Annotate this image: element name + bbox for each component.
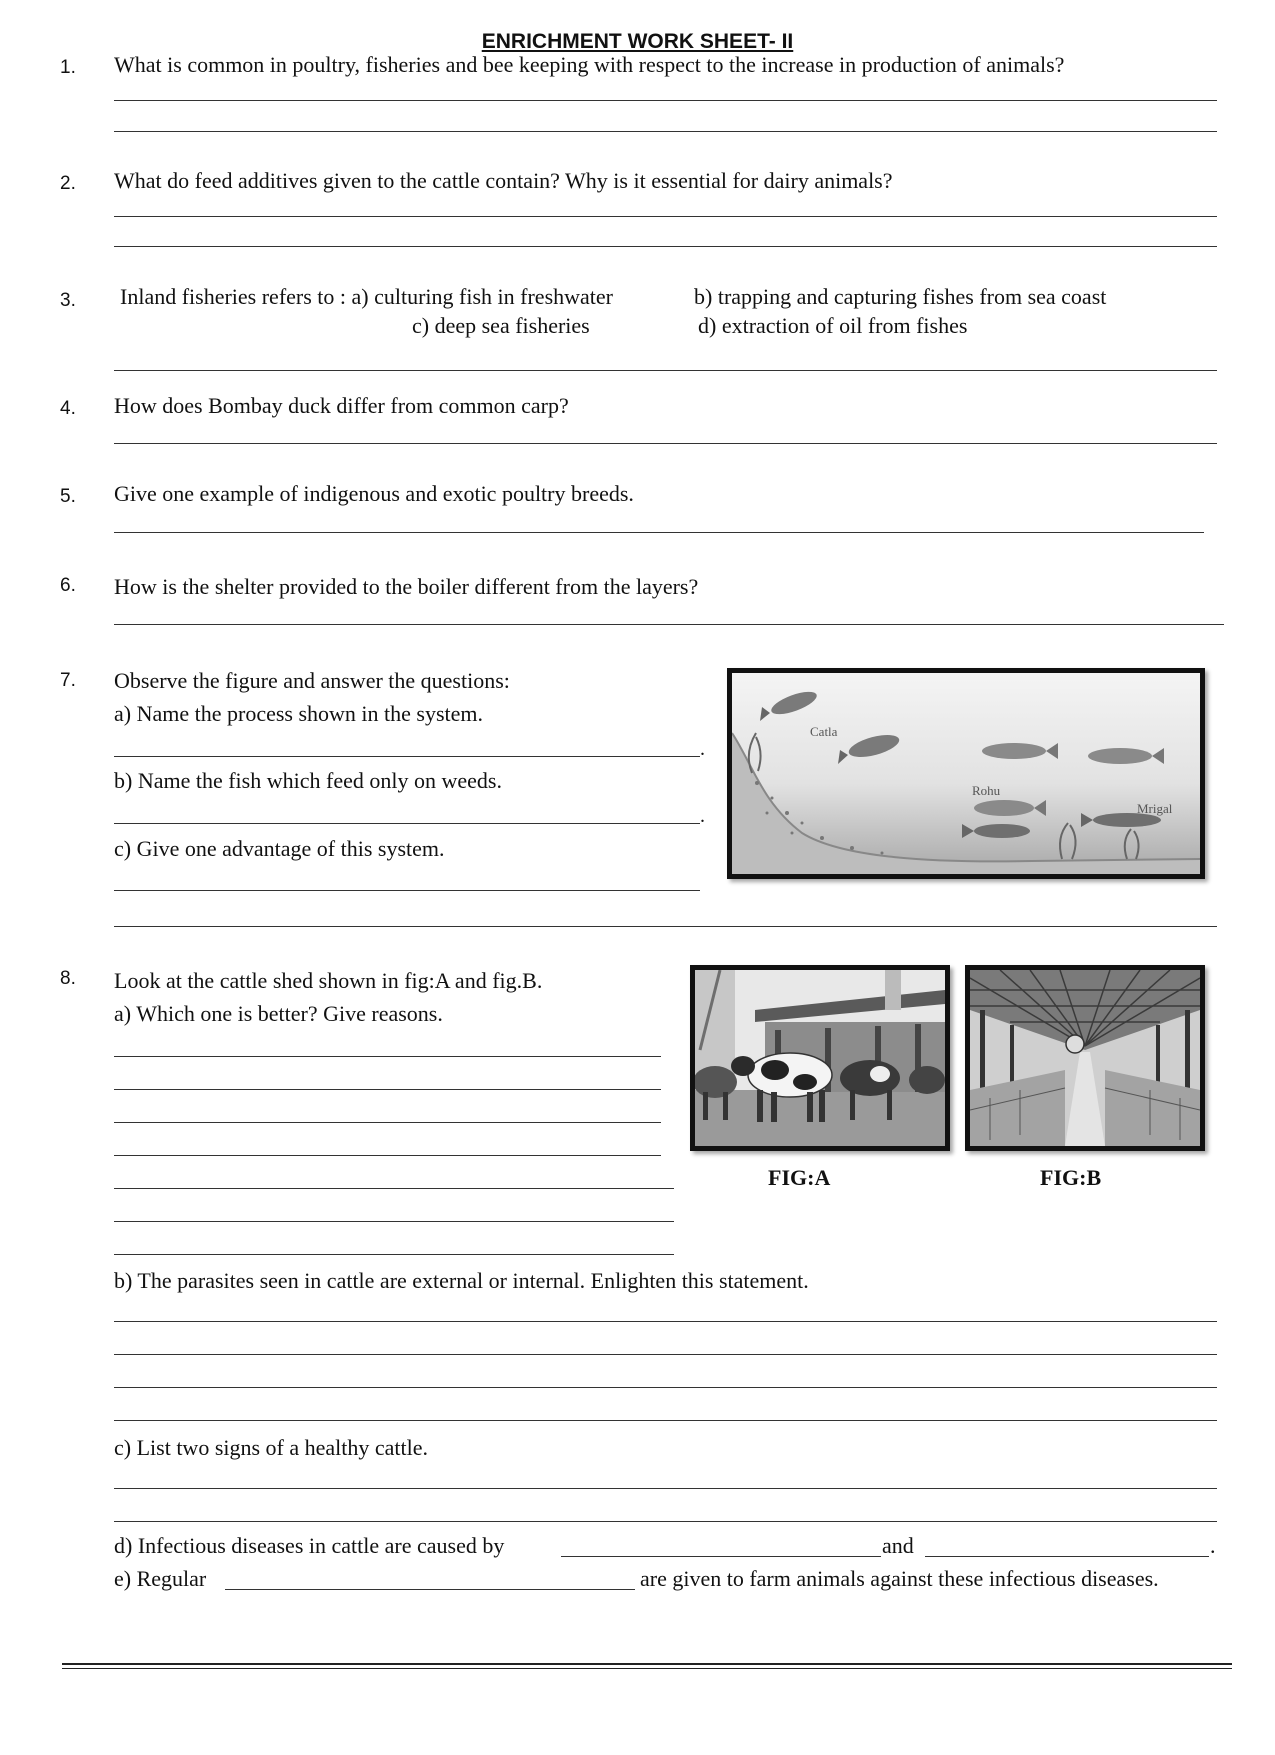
answer-line[interactable]: [114, 1056, 661, 1057]
answer-line[interactable]: [114, 1089, 661, 1090]
answer-line[interactable]: [114, 131, 1217, 132]
question-3-option-c: c) deep sea fisheries: [412, 313, 590, 338]
question-7-text: Observe the figure and answer the questions:: [114, 668, 510, 693]
blank-field[interactable]: [225, 1589, 635, 1590]
answer-line[interactable]: [114, 823, 700, 824]
question-3-option-d: d) extraction of oil from fishes: [698, 313, 968, 338]
question-3-text: Inland fisheries refers to : a) culturing fish in freshwater: [120, 284, 613, 309]
fig-b-label: FIG:B: [1040, 1165, 1102, 1190]
question-5-number: 5.: [60, 486, 76, 507]
question-8a-text: a) Which one is better? Give reasons.: [114, 1001, 443, 1026]
question-4-text: How does Bombay duck differ from common carp?: [114, 393, 569, 418]
question-2-text: What do feed additives given to the cattle contain? Why is it essential for dairy animals?: [114, 168, 893, 193]
answer-line[interactable]: [114, 100, 1217, 101]
question-6-number: 6.: [60, 575, 76, 596]
cattle-shed-a-illustration: [695, 970, 945, 1146]
question-8-text: Look at the cattle shed shown in fig:A and fig.B.: [114, 968, 543, 993]
question-8-number: 8.: [60, 968, 76, 989]
fig-b-photo: [965, 965, 1205, 1151]
answer-line[interactable]: [114, 443, 1217, 444]
question-8d-and: and: [882, 1533, 914, 1558]
question-6-text: How is the shelter provided to the boiler different from the layers?: [114, 574, 699, 599]
worksheet-title: ENRICHMENT WORK SHEET- II: [481, 30, 794, 53]
blank-field[interactable]: [561, 1556, 881, 1557]
question-8c-text: c) List two signs of a healthy cattle.: [114, 1435, 429, 1460]
answer-line[interactable]: [114, 246, 1217, 247]
answer-line[interactable]: [114, 1155, 661, 1156]
question-5-text: Give one example of indigenous and exotic poultry breeds.: [114, 481, 634, 506]
blank-field[interactable]: [925, 1556, 1209, 1557]
fig-a-photo: [690, 965, 950, 1151]
question-7a-text: a) Name the process shown in the system.: [114, 701, 484, 726]
answer-line[interactable]: [114, 1420, 1217, 1421]
mrigal-label: Mrigal: [1137, 801, 1173, 816]
question-8d-prefix: d) Infectious diseases in cattle are caused by: [114, 1533, 505, 1558]
answer-line[interactable]: [114, 890, 700, 891]
answer-line[interactable]: [114, 1387, 1217, 1388]
question-1-text: What is common in poultry, fisheries and bee keeping with respect to the increase in production of animals?: [114, 52, 1065, 77]
answer-line[interactable]: [114, 216, 1217, 217]
question-7c-text: c) Give one advantage of this system.: [114, 836, 445, 861]
fan-icon: [1066, 1035, 1084, 1053]
question-2-number: 2.: [60, 173, 76, 194]
answer-line[interactable]: [114, 370, 1217, 371]
answer-line[interactable]: [114, 756, 700, 757]
answer-line[interactable]: [114, 532, 1204, 533]
pond-illustration: [732, 673, 1200, 874]
fish-culture-figure: [727, 668, 1205, 879]
question-7-number: 7.: [60, 670, 76, 691]
question-7b-text: b) Name the fish which feed only on weeds.: [114, 768, 502, 793]
rohu-label: Rohu: [972, 783, 1001, 798]
answer-line[interactable]: [114, 1221, 674, 1222]
question-4-number: 4.: [60, 398, 76, 419]
question-8e-prefix: e) Regular: [114, 1566, 207, 1591]
catla-label: Catla: [810, 724, 838, 739]
answer-line[interactable]: [114, 1354, 1217, 1355]
question-8b-text: b) The parasites seen in cattle are external or internal. Enlighten this statement.: [114, 1268, 809, 1293]
answer-line[interactable]: [114, 1254, 674, 1255]
answer-line[interactable]: [114, 1488, 1217, 1489]
answer-line[interactable]: [114, 1122, 661, 1123]
cattle-shed-b-illustration: [970, 970, 1200, 1146]
question-3-number: 3.: [60, 290, 76, 311]
question-1-number: 1.: [60, 57, 76, 78]
answer-line[interactable]: [114, 926, 1217, 927]
answer-line[interactable]: [114, 1321, 1217, 1322]
fig-a-label: FIG:A: [768, 1165, 831, 1190]
footer-rule: [62, 1668, 1232, 1669]
footer-rule: [62, 1663, 1232, 1665]
question-3-option-b: b) trapping and capturing fishes from sea coast: [694, 284, 1107, 309]
answer-line[interactable]: [114, 1521, 1217, 1522]
answer-line[interactable]: [114, 624, 1224, 625]
question-8e-suffix: are given to farm animals against these infectious diseases.: [640, 1566, 1159, 1591]
answer-line[interactable]: [114, 1188, 674, 1189]
